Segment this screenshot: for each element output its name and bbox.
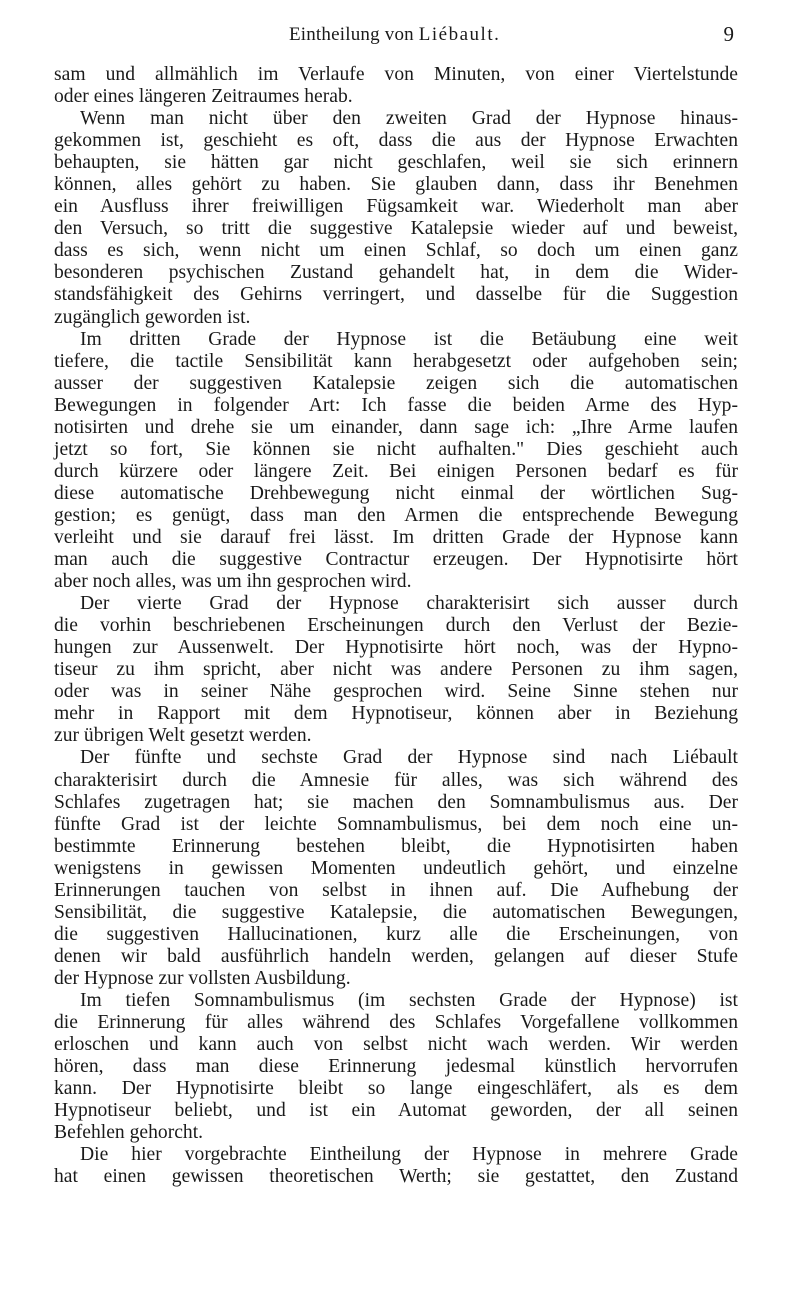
text-line: notisirten und drehe sie um einander, dann sage ich: „Ihre Arme laufen bbox=[54, 416, 738, 438]
text-line: aber noch alles, was um ihn gesprochen wird. bbox=[54, 571, 412, 593]
text-line: Der vierte Grad der Hypnose charakterisirt sich ausser durch bbox=[80, 593, 738, 615]
text-line: die vorhin beschriebenen Erscheinungen durch den Verlust der Bezie- bbox=[54, 615, 738, 637]
text-line: Befehlen gehorcht. bbox=[54, 1122, 204, 1144]
text-line: erloschen und kann auch von selbst nicht wach werden. Wir werden bbox=[54, 1034, 738, 1056]
text-line: Erinnerungen tauchen von selbst in ihnen auf. Die Aufhebung der bbox=[54, 879, 738, 901]
text-line: Hypnotiseur beliebt, und ist ein Automat geworden, der all seinen bbox=[54, 1100, 738, 1122]
text-line: können, alles gehört zu haben. Sie glauben dann, dass ihr Benehmen bbox=[54, 174, 738, 196]
text-line: zugänglich geworden ist. bbox=[54, 306, 251, 328]
running-head bbox=[54, 24, 734, 46]
text-line: hungen zur Aussenwelt. Der Hypnotisirte hört noch, was der Hypno- bbox=[54, 637, 738, 659]
text-line: gekommen ist, geschieht es oft, dass die aus der Hypnose Erwachten bbox=[54, 130, 738, 152]
text-line: Der fünfte und sechste Grad der Hypnose sind nach Liébault bbox=[80, 747, 738, 769]
text-line: behaupten, sie hätten gar nicht geschlafen, weil sie sich erinnern bbox=[54, 152, 738, 174]
text-line: der Hypnose zur vollsten Ausbildung. bbox=[54, 967, 351, 989]
text-line: diese automatische Drehbewegung nicht einmal der wörtlichen Sug- bbox=[54, 482, 738, 504]
text-line: verleiht und sie darauf frei lässt. Im dritten Grade der Hypnose kann bbox=[54, 526, 738, 548]
text-line: hören, dass man diese Erinnerung jedesmal künstlich hervorrufen bbox=[54, 1056, 738, 1078]
text-line: tiseur zu ihm spricht, aber nicht was andere Personen zu ihm sagen, bbox=[54, 659, 738, 681]
text-line: wenigstens in gewissen Momenten undeutlich gehört, und einzelne bbox=[54, 857, 738, 879]
text-line: besonderen psychischen Zustand gehandelt hat, in dem die Wider- bbox=[54, 262, 738, 284]
text-line: hat einen gewissen theoretischen Werth; sie gestattet, den Zustand bbox=[54, 1166, 738, 1188]
text-line: Sensibilität, die suggestive Katalepsie, die automatischen Bewegungen, bbox=[54, 901, 738, 923]
text-line: oder eines längeren Zeitraumes herab. bbox=[54, 86, 353, 108]
text-line: dass es sich, wenn nicht um einen Schlaf, so doch um einen ganz bbox=[54, 240, 738, 262]
text-line: durch kürzere oder längere Zeit. Bei einigen Personen bedarf es für bbox=[54, 460, 738, 482]
text-line: die Erinnerung für alles während des Schlafes Vorgefallene vollkommen bbox=[54, 1012, 738, 1034]
body-text bbox=[54, 64, 738, 1188]
text-line: die suggestiven Hallucinationen, kurz alle die Erscheinungen, von bbox=[54, 923, 738, 945]
text-line: man auch die suggestive Contractur erzeugen. Der Hypnotisirte hört bbox=[54, 549, 738, 571]
text-line: Im dritten Grade der Hypnose ist die Betäubung eine weit bbox=[80, 328, 738, 350]
text-line: den Versuch, so tritt die suggestive Katalepsie wieder auf und beweist, bbox=[54, 218, 738, 240]
text-line: gestion; es genügt, dass man den Armen die entsprechende Bewegung bbox=[54, 504, 738, 526]
text-line: charakterisirt durch die Amnesie für alles, was sich während des bbox=[54, 769, 738, 791]
text-line: ausser der suggestiven Katalepsie zeigen sich die automatischen bbox=[54, 372, 738, 394]
text-line: jetzt so fort, Sie können sie nicht aufhalten." Dies geschieht auch bbox=[54, 438, 738, 460]
text-line: Die hier vorgebrachte Eintheilung der Hypnose in mehrere Grade bbox=[80, 1144, 738, 1166]
text-line: ein Ausfluss ihrer freiwilligen Fügsamkeit war. Wiederholt man aber bbox=[54, 196, 738, 218]
page-header bbox=[54, 22, 734, 52]
text-line: standsfähigkeit des Gehirns verringert, und dasselbe für die Suggestion bbox=[54, 284, 738, 306]
running-head-period: . bbox=[494, 24, 500, 45]
text-line: fünfte Grad ist der leichte Somnambulismus, bei dem noch eine un- bbox=[54, 813, 738, 835]
text-line: Wenn man nicht über den zweiten Grad der Hypnose hinaus- bbox=[80, 108, 738, 130]
text-line: Schlafes zugetragen hat; sie machen den Somnambulismus aus. Der bbox=[54, 791, 738, 813]
running-head-name: Liébault bbox=[418, 24, 495, 45]
running-head-text: Eintheilung von bbox=[288, 24, 419, 45]
text-line: tiefere, die tactile Sensibilität kann herabgesetzt oder aufgehoben sein; bbox=[54, 350, 738, 372]
text-line: Bewegungen in folgender Art: Ich fasse die beiden Arme des Hyp- bbox=[54, 394, 738, 416]
text-line: oder was in seiner Nähe gesprochen wird. Seine Sinne stehen nur bbox=[54, 681, 738, 703]
page-number: 9 bbox=[723, 22, 734, 46]
text-line: kann. Der Hypnotisirte bleibt so lange eingeschläfert, als es dem bbox=[54, 1078, 738, 1100]
text-line: zur übrigen Welt gesetzt werden. bbox=[54, 725, 312, 747]
text-line: mehr in Rapport mit dem Hypnotiseur, können aber in Beziehung bbox=[54, 703, 738, 725]
text-line: Im tiefen Somnambulismus (im sechsten Grade der Hypnose) ist bbox=[80, 989, 738, 1011]
text-line: bestimmte Erinnerung bestehen bleibt, die Hypnotisirten haben bbox=[54, 835, 738, 857]
text-line: denen wir bald ausführlich handeln werden, gelangen auf dieser Stufe bbox=[54, 945, 738, 967]
text-line: sam und allmählich im Verlaufe von Minuten, von einer Viertelstunde bbox=[54, 64, 738, 85]
